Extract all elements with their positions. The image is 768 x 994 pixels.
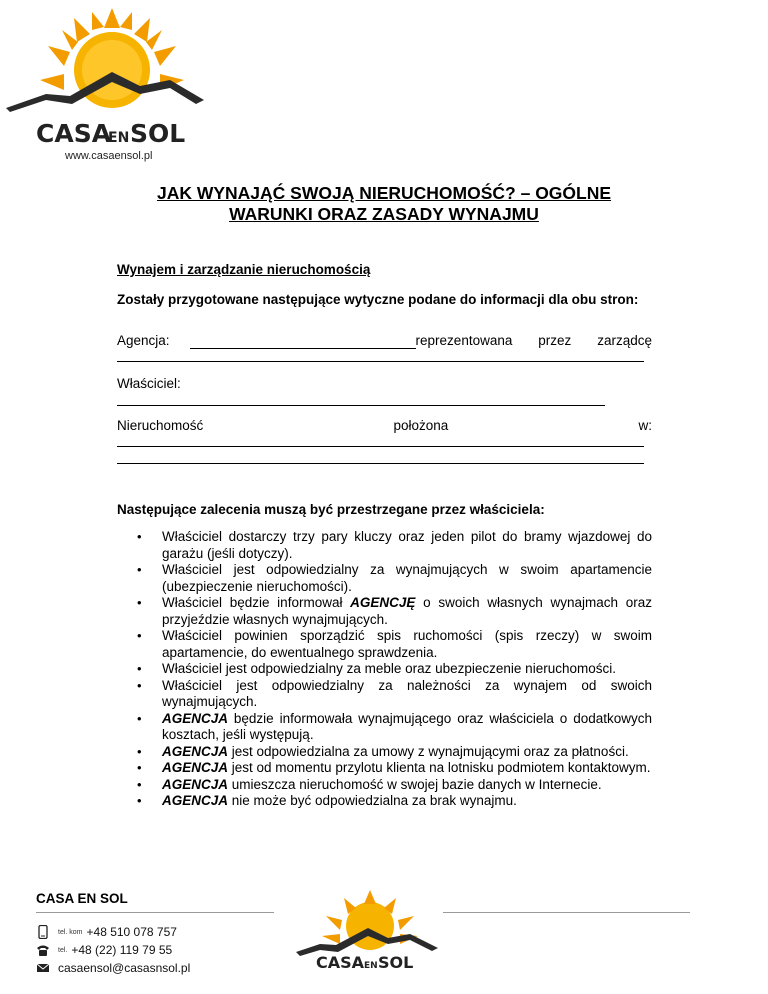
list-item: • Właściciel jest odpowiedzialny za należności za wynajem od swoich wynajmujących. [117, 678, 652, 711]
located-label: położona [393, 418, 449, 433]
casa-en-sol-footer-logo [292, 890, 442, 972]
mobile-number[interactable]: +48 510 078 757 [86, 925, 177, 939]
property-label: Nieruchomość [117, 418, 204, 433]
by-label: przez [538, 333, 572, 348]
in-label: w: [638, 418, 652, 433]
footer-logo-casa-text: CASA [316, 953, 365, 972]
list-item: • Właściciel powinien sporządzić spis ruchomości (spis rzeczy) w swoim apartamencie, do ewentualnego sprawdzenia. [117, 628, 652, 661]
represented-label: reprezentowana [415, 333, 513, 348]
owner-label: Właściciel: [117, 376, 181, 391]
mobile-label: tel. kom [58, 928, 83, 936]
logo-sol-text: SOL [130, 119, 186, 148]
website-url: www.casaensol.pl [65, 150, 153, 162]
list-item: • AGENCJA umieszcza nieruchomość w swojej bazie danych w Internecie. [117, 777, 652, 794]
prepared-guidelines-text: Zostały przygotowane następujące wytyczne podane do informacji dla obu stron: [117, 292, 639, 307]
sun-icon [40, 8, 184, 108]
list-item: • AGENCJA jest odpowiedzialna za umowy z wynajmującymi oraz za płatności. [117, 744, 652, 761]
requirements-list [117, 529, 652, 810]
document-title: JAK WYNAJĄĆ SWOJĄ NIERUCHOMOŚĆ? – OGÓLNE WARUNKI ORAZ ZASADY WYNAJMU [156, 183, 612, 224]
footer-logo-sol-text: SOL [378, 953, 414, 972]
property-blank-2[interactable] [117, 463, 644, 464]
requirements-heading: Następujące zalecenia muszą być przestrzegane przez właściciela: [117, 502, 545, 517]
footer-phone [36, 943, 172, 957]
list-item: • AGENCJA będzie informowała wynajmującego oraz właściciela o dodatkowych kosztach, jeśli występują. [117, 711, 652, 744]
owner-blank[interactable] [117, 405, 605, 406]
list-item: • Właściciel jest odpowiedzialny za wynajmujących w swoim apartamencie (ubezpieczenie nieruchomości). [117, 562, 652, 595]
agency-field [117, 333, 652, 349]
phone-number[interactable]: +48 (22) 119 79 55 [71, 943, 173, 957]
footer-email [36, 961, 190, 975]
list-item: • AGENCJA jest od momentu przylotu klienta na lotnisku podmiotem kontaktowym. [117, 760, 652, 777]
footer-mobile [36, 925, 177, 939]
list-item: • Właściciel jest odpowiedzialny za meble oraz ubezpieczenie nieruchomości. [117, 661, 652, 678]
footer-rule-right [443, 912, 690, 913]
envelope-icon [36, 961, 50, 975]
manager-blank[interactable] [117, 361, 644, 362]
mobile-phone-icon [36, 925, 50, 939]
list-item: • Właściciel będzie informował AGENCJĘ o swoich własnych wynajmach oraz przyjeździe własnych wynajmujących. [117, 595, 652, 628]
list-item: • Właściciel dostarczy trzy pary kluczy oraz jeden pilot do bramy wjazdowej do garażu (jeśli dotyczy). [117, 529, 652, 562]
agency-blank[interactable] [190, 333, 416, 349]
footer-rule-left [36, 912, 274, 913]
phone-label: tel. [58, 946, 68, 954]
agency-label: Agencja: [117, 333, 170, 348]
logo-casa-text: CASA [36, 119, 112, 148]
property-blank-1[interactable] [117, 446, 644, 447]
telephone-icon [36, 943, 50, 957]
footer-logo-en-text: EN [364, 961, 378, 971]
logo-en-text: EN [108, 130, 130, 146]
manager-label: zarządcę [597, 333, 652, 348]
list-item: • AGENCJA nie może być odpowiedzialna za brak wynajmu. [117, 793, 652, 810]
property-field [117, 418, 652, 434]
section-heading: Wynajem i zarządzanie nieruchomością [117, 262, 371, 277]
casa-en-sol-logo [0, 0, 210, 168]
footer-brand: CASA EN SOL [36, 891, 128, 906]
email-address[interactable]: casaensol@casasnsol.pl [58, 961, 191, 975]
